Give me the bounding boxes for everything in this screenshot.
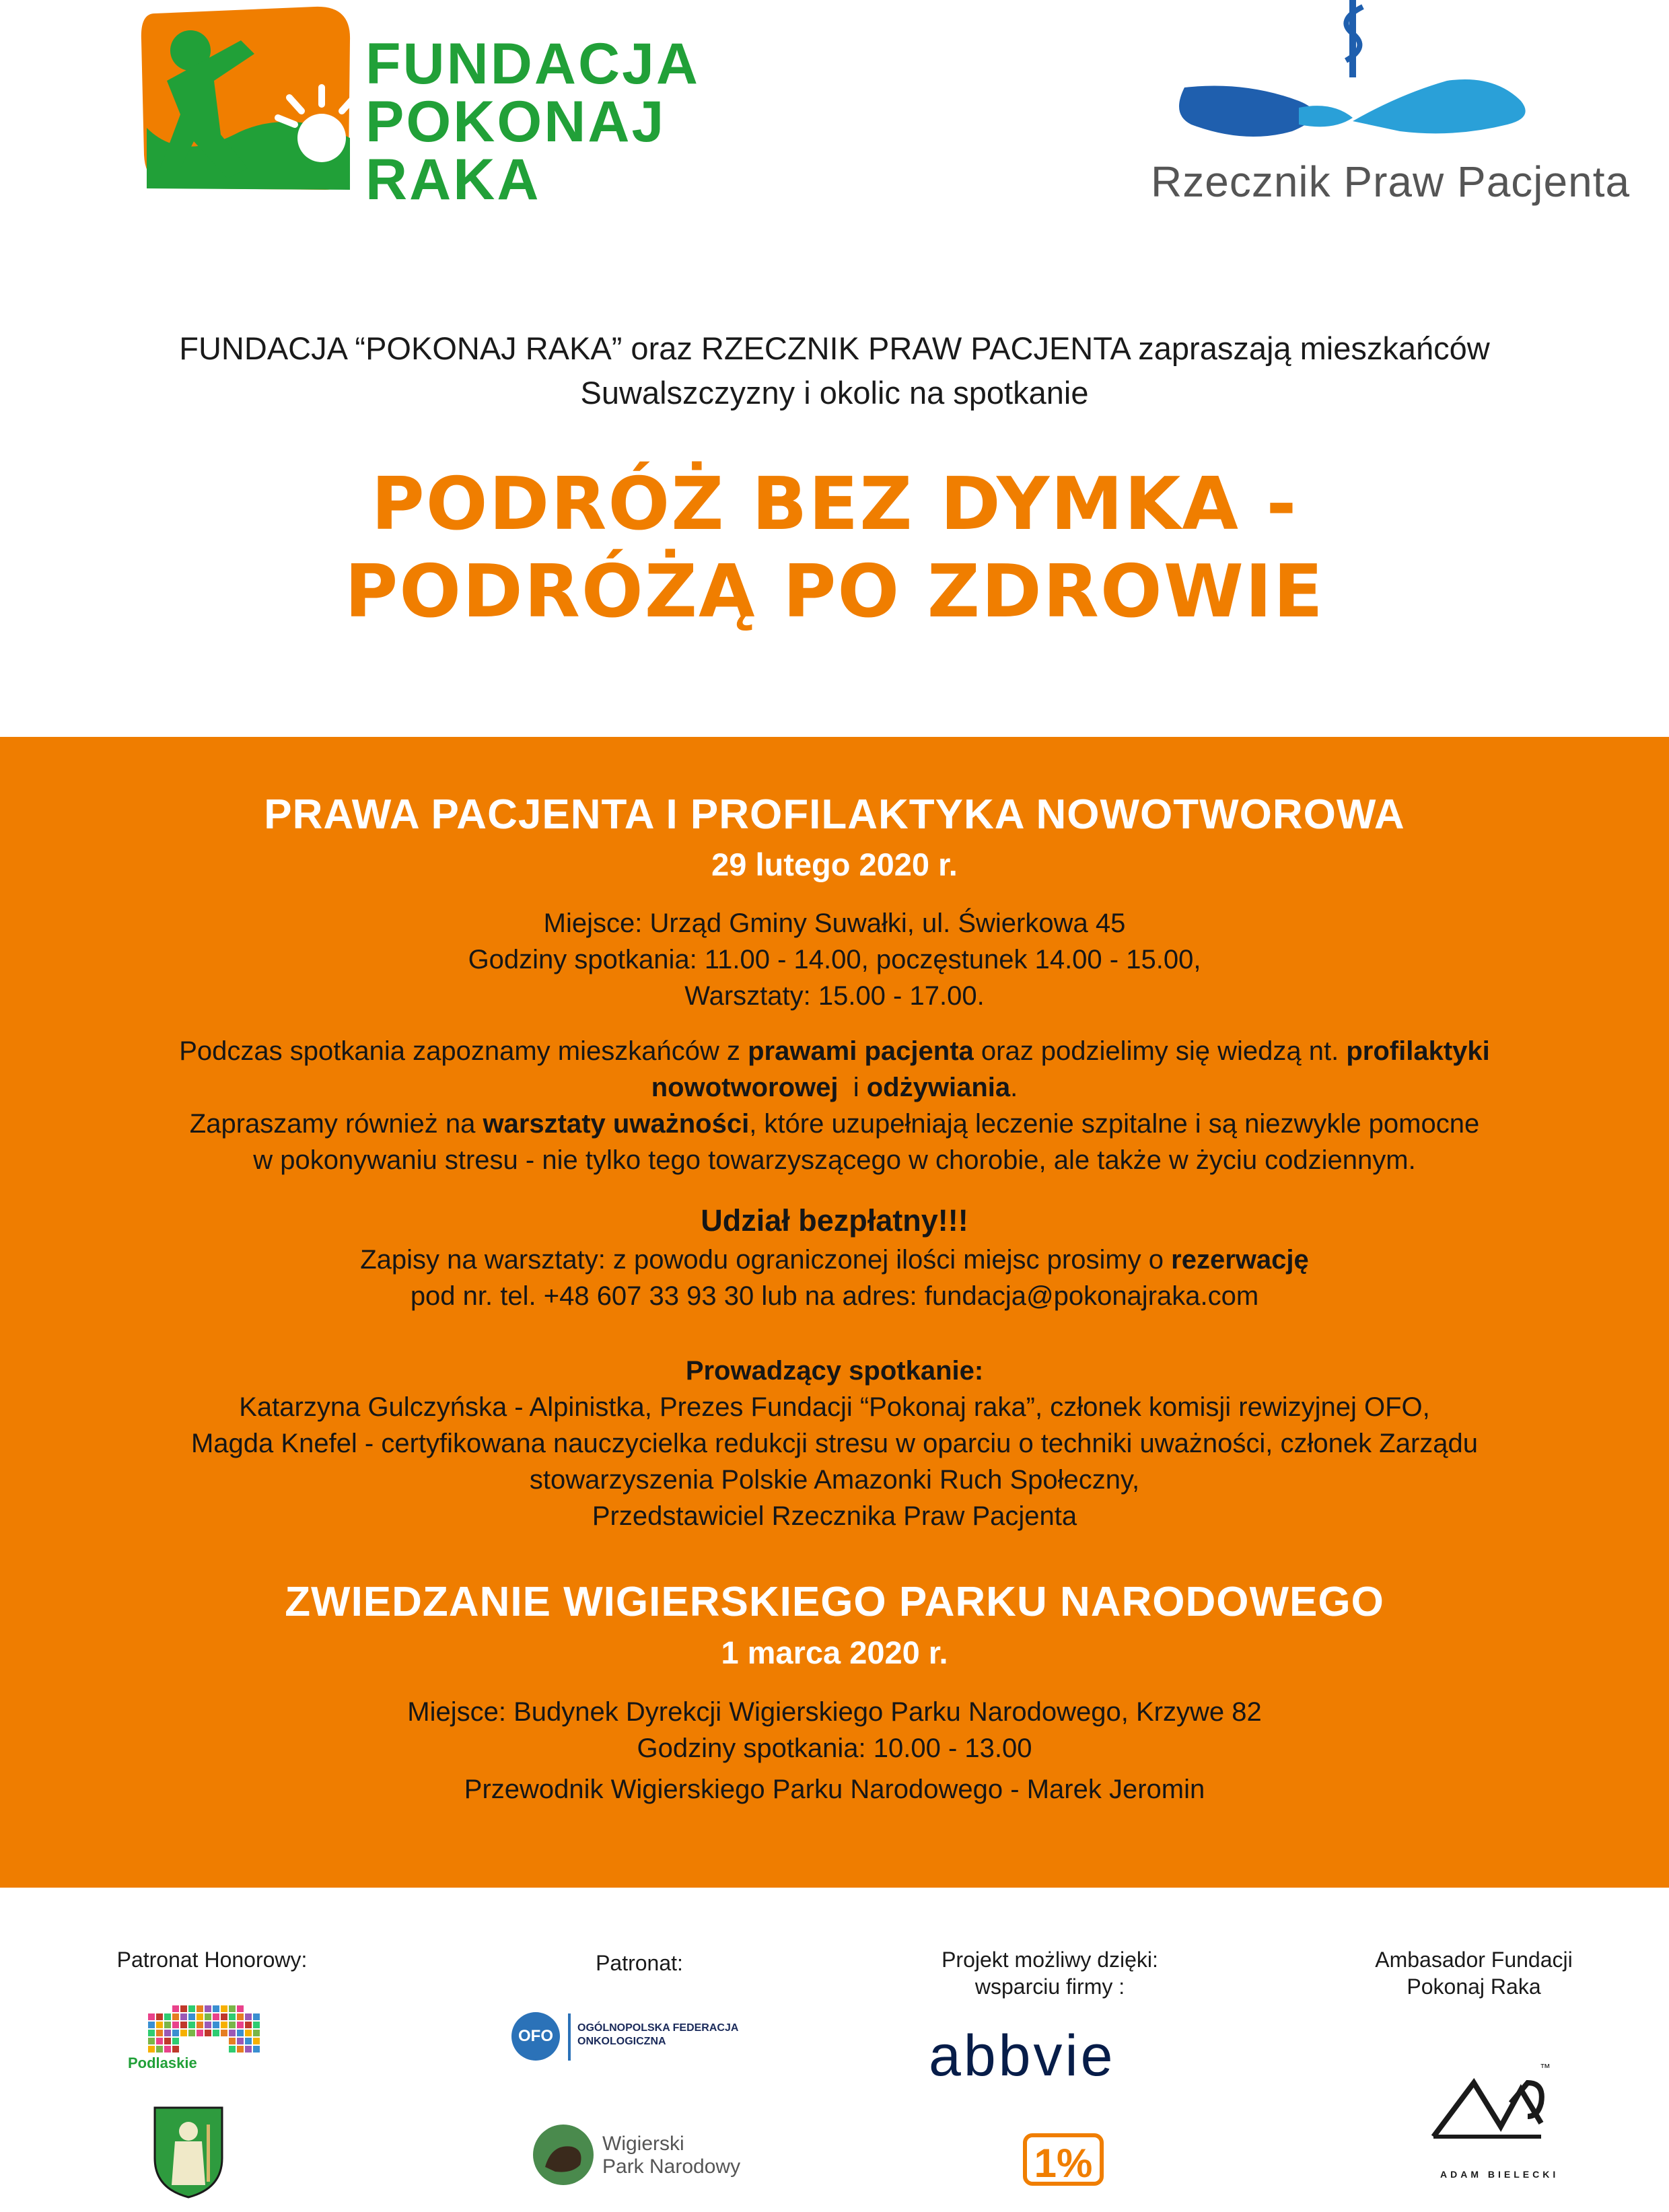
- mosaic-tile: [180, 2022, 187, 2028]
- event2-hours: Godziny spotkania: 10.00 - 13.00: [637, 1734, 1032, 1763]
- mosaic-tile: [229, 2005, 236, 2012]
- mosaic-tile: [213, 2005, 219, 2012]
- event1-logistics: [0, 905, 1669, 1014]
- ofo-logo: [511, 2012, 774, 2066]
- mosaic-tile: [188, 2030, 195, 2036]
- title-line: PODRÓŻ BEZ DYMKA -: [371, 462, 1298, 546]
- foundation-name-line: FUNDACJA: [365, 32, 700, 96]
- mosaic-tile: [156, 2022, 163, 2028]
- bielecki-name: ADAM BIELECKI: [1440, 2169, 1559, 2180]
- mosaic-tile: [237, 2013, 244, 2020]
- ofo-divider: [568, 2013, 571, 2061]
- coat-of-arms-icon: [151, 2104, 225, 2199]
- mosaic-tile: [213, 2013, 219, 2020]
- desc-bold: odżywiania: [866, 1073, 1011, 1102]
- host-line: stowarzyszenia Polskie Amazonki Ruch Społeczny,: [529, 1465, 1140, 1495]
- host-line: Przedstawiciel Rzecznika Praw Pacjenta: [592, 1501, 1077, 1531]
- mosaic-tile: [197, 2005, 203, 2012]
- mosaic-tile: [164, 2013, 171, 2020]
- event2-date: 1 marca 2020 r.: [721, 1635, 948, 1670]
- desc-text: oraz podzielimy się wiedzą nt.: [973, 1036, 1347, 1066]
- mosaic-tile: [245, 2013, 252, 2020]
- beaver-icon: [532, 2123, 596, 2187]
- mosaic-tile: [164, 2046, 171, 2053]
- mosaic-tile: [245, 2046, 252, 2053]
- signup-contact: pod nr. tel. +48 607 33 93 30 lub na adres: fundacja@pokonajraka.com: [410, 1281, 1259, 1311]
- desc-bold: prawami pacjenta: [748, 1036, 974, 1066]
- mosaic-tile: [148, 2038, 155, 2044]
- wpn-name-line: Wigierski: [602, 2133, 684, 2155]
- title-line: PODRÓŻĄ PO ZDROWIE: [345, 550, 1324, 634]
- event1-workshops: Warsztaty: 15.00 - 17.00.: [684, 981, 985, 1011]
- ambassador-label-line: Ambasador Fundacji: [1375, 1948, 1573, 1972]
- mountain-peaks-icon: [1427, 2063, 1561, 2164]
- event1-date: 29 lutego 2020 r.: [711, 847, 958, 882]
- hosts-section: [0, 1353, 1669, 1534]
- intro-line: FUNDACJA “POKONAJ RAKA” oraz RZECZNIK PRAW PACJENTA zapraszają mieszkańców: [179, 330, 1490, 366]
- mosaic-tile: [229, 2013, 236, 2020]
- mosaic-tile: [164, 2030, 171, 2036]
- event1-description: [0, 1033, 1669, 1178]
- desc-bold: profilaktyki: [1346, 1036, 1490, 1066]
- event2-logistics: [0, 1694, 1669, 1767]
- ofo-name-line: ONKOLOGICZNA: [577, 2036, 666, 2047]
- mosaic-tile: [221, 2022, 227, 2028]
- mosaic-tile: [221, 2030, 227, 2036]
- mosaic-tile: [237, 2046, 244, 2053]
- mosaic-tile: [197, 2013, 203, 2020]
- mosaic-tile: [229, 2030, 236, 2036]
- mosaic-tile: [156, 2046, 163, 2053]
- mosaic-tile: [229, 2046, 236, 2053]
- mosaic-tile: [253, 2022, 260, 2028]
- mosaic-tile: [172, 2030, 179, 2036]
- project-label-line: wsparciu firmy :: [974, 1974, 1125, 1999]
- mosaic-tile: [172, 2038, 179, 2044]
- fundacja-pokonaj-raka-logo: [140, 0, 700, 212]
- mosaic-tile: [156, 2030, 163, 2036]
- mosaic-tile: [164, 2038, 171, 2044]
- mosaic-tile: [221, 2005, 227, 2012]
- desc-bold: nowotworowej: [651, 1073, 839, 1102]
- one-percent-badge: 1%: [1023, 2133, 1104, 2186]
- ambassador-label-line: Pokonaj Raka: [1407, 1974, 1541, 1999]
- trademark-symbol: ™: [1540, 2063, 1551, 2074]
- mosaic-tile: [237, 2005, 244, 2012]
- mosaic-tile: [245, 2038, 252, 2044]
- host-line: Magda Knefel - certyfikowana nauczycielka redukcji stresu w oparciu o techniki uważności, członek Zarządu: [190, 1429, 1478, 1458]
- ambassador-label: [1333, 1946, 1615, 2000]
- desc-text: Zapraszamy również na: [189, 1109, 483, 1139]
- mosaic-tile: [205, 2013, 211, 2020]
- rzecznik-praw-pacjenta-logo: [1131, 0, 1631, 215]
- mosaic-tile: [237, 2038, 244, 2044]
- hands-caduceus-icon: [1131, 0, 1575, 155]
- signup-bold: rezerwację: [1171, 1245, 1309, 1275]
- mosaic-tile: [245, 2022, 252, 2028]
- mosaic-tile: [197, 2030, 203, 2036]
- event2-heading: ZWIEDZANIE WIGIERSKIEGO PARKU NARODOWEGO: [285, 1579, 1384, 1625]
- ombudsman-caption: Rzecznik Praw Pacjenta: [1151, 157, 1631, 206]
- mosaic-tile: [205, 2030, 211, 2036]
- mosaic-tile: [172, 2022, 179, 2028]
- mosaic-tile: [229, 2038, 236, 2044]
- mosaic-tile: [156, 2013, 163, 2020]
- desc-text: w pokonywaniu stresu - nie tylko tego towarzyszącego w chorobie, ale także w życiu codziennym.: [253, 1145, 1416, 1175]
- mosaic-tile: [253, 2038, 260, 2044]
- mosaic-tile: [188, 2005, 195, 2012]
- podlaskie-logo: [121, 2002, 276, 2086]
- event1-hours: Godziny spotkania: 11.00 - 14.00, poczęstunek 14.00 - 15.00,: [468, 945, 1201, 974]
- desc-text: .: [1010, 1073, 1018, 1102]
- project-label-line: Projekt możliwy dzięki:: [942, 1948, 1158, 1972]
- desc-text: Podczas spotkania zapoznamy mieszkańców z: [179, 1036, 748, 1066]
- patronage-label: Patronat:: [596, 1951, 683, 1975]
- mosaic-tile: [237, 2030, 244, 2036]
- mosaic-tile: [188, 2013, 195, 2020]
- intro-line: Suwalszczyzny i okolic na spotkanie: [580, 375, 1089, 411]
- wpn-name-line: Park Narodowy: [602, 2155, 741, 2178]
- ofo-name: [577, 2022, 738, 2048]
- mosaic-tile: [172, 2046, 179, 2053]
- free-admission: Udział bezpłatny!!!: [701, 1203, 968, 1238]
- event-details-band: [0, 737, 1669, 1888]
- ofo-badge: OFO: [511, 2012, 560, 2061]
- signup-text: Zapisy na warsztaty: z powodu ograniczonej ilości miejsc prosimy o: [360, 1245, 1172, 1275]
- event1-heading: PRAWA PACJENTA I PROFILAKTYKA NOWOTWOROWA: [264, 791, 1405, 838]
- wpn-name: [602, 2133, 740, 2178]
- mosaic-tile: [197, 2022, 203, 2028]
- mosaic-tile: [148, 2030, 155, 2036]
- wigierski-park-logo: [532, 2123, 754, 2187]
- mosaic-tile: [213, 2030, 219, 2036]
- mosaic-tile: [148, 2046, 155, 2053]
- event2-place: Miejsce: Budynek Dyrekcji Wigierskiego Parku Narodowego, Krzywe 82: [407, 1697, 1262, 1727]
- mosaic-tile: [253, 2013, 260, 2020]
- foundation-name-line: RAKA: [365, 147, 541, 212]
- mosaic-tile: [253, 2046, 260, 2053]
- abbvie-logo: abbvie: [929, 2024, 1116, 2088]
- honorary-patronage-label: Patronat Honorowy:: [116, 1948, 308, 1972]
- mosaic-tile: [172, 2005, 179, 2012]
- adam-bielecki-logo: [1427, 2063, 1561, 2194]
- host-line: Katarzyna Gulczyńska - Alpinistka, Prezes Fundacji “Pokonaj raka”, członek komisji rewizyjnej OFO,: [239, 1392, 1430, 1422]
- ofo-name-line: OGÓLNOPOLSKA FEDERACJA: [577, 2022, 739, 2034]
- mosaic-tile: [148, 2013, 155, 2020]
- podlaskie-text: Podlaskie: [128, 2055, 197, 2071]
- mosaic-tile: [188, 2022, 195, 2028]
- foundation-name: [365, 32, 700, 212]
- mosaic-tile: [253, 2030, 260, 2036]
- mosaic-tile: [172, 2013, 179, 2020]
- project-support-label: [895, 1946, 1205, 2000]
- mosaic-tile: [205, 2005, 211, 2012]
- event1-place: Miejsce: Urząd Gminy Suwałki, ul. Świerkowa 45: [543, 908, 1126, 938]
- desc-bold: warsztaty uważności: [483, 1109, 750, 1139]
- mosaic-tile: [164, 2022, 171, 2028]
- mosaic-tile: [237, 2022, 244, 2028]
- signup-info: [0, 1242, 1669, 1314]
- mosaic-tile: [205, 2022, 211, 2028]
- mosaic-tile: [180, 2005, 187, 2012]
- mosaic-tile: [148, 2022, 155, 2028]
- mosaic-tile: [221, 2013, 227, 2020]
- foundation-name-line: POKONAJ: [365, 90, 666, 154]
- desc-text: i: [838, 1073, 867, 1102]
- event2-guide: Przewodnik Wigierskiego Parku Narodowego - Marek Jeromin: [464, 1775, 1205, 1804]
- desc-text: , które uzupełniają leczenie szpitalne i są niezwykle pomocne: [749, 1109, 1480, 1139]
- mosaic-tile: [213, 2022, 219, 2028]
- mosaic-tile: [229, 2022, 236, 2028]
- mosaic-tile: [180, 2013, 187, 2020]
- mosaic-tile: [245, 2030, 252, 2036]
- foundation-emblem-icon: [140, 0, 355, 202]
- mosaic-tile: [180, 2030, 187, 2036]
- intro-text: [0, 326, 1669, 415]
- mosaic-tile: [156, 2038, 163, 2044]
- poster-title: [0, 461, 1669, 636]
- hosts-label: Prowadzący spotkanie:: [685, 1356, 984, 1386]
